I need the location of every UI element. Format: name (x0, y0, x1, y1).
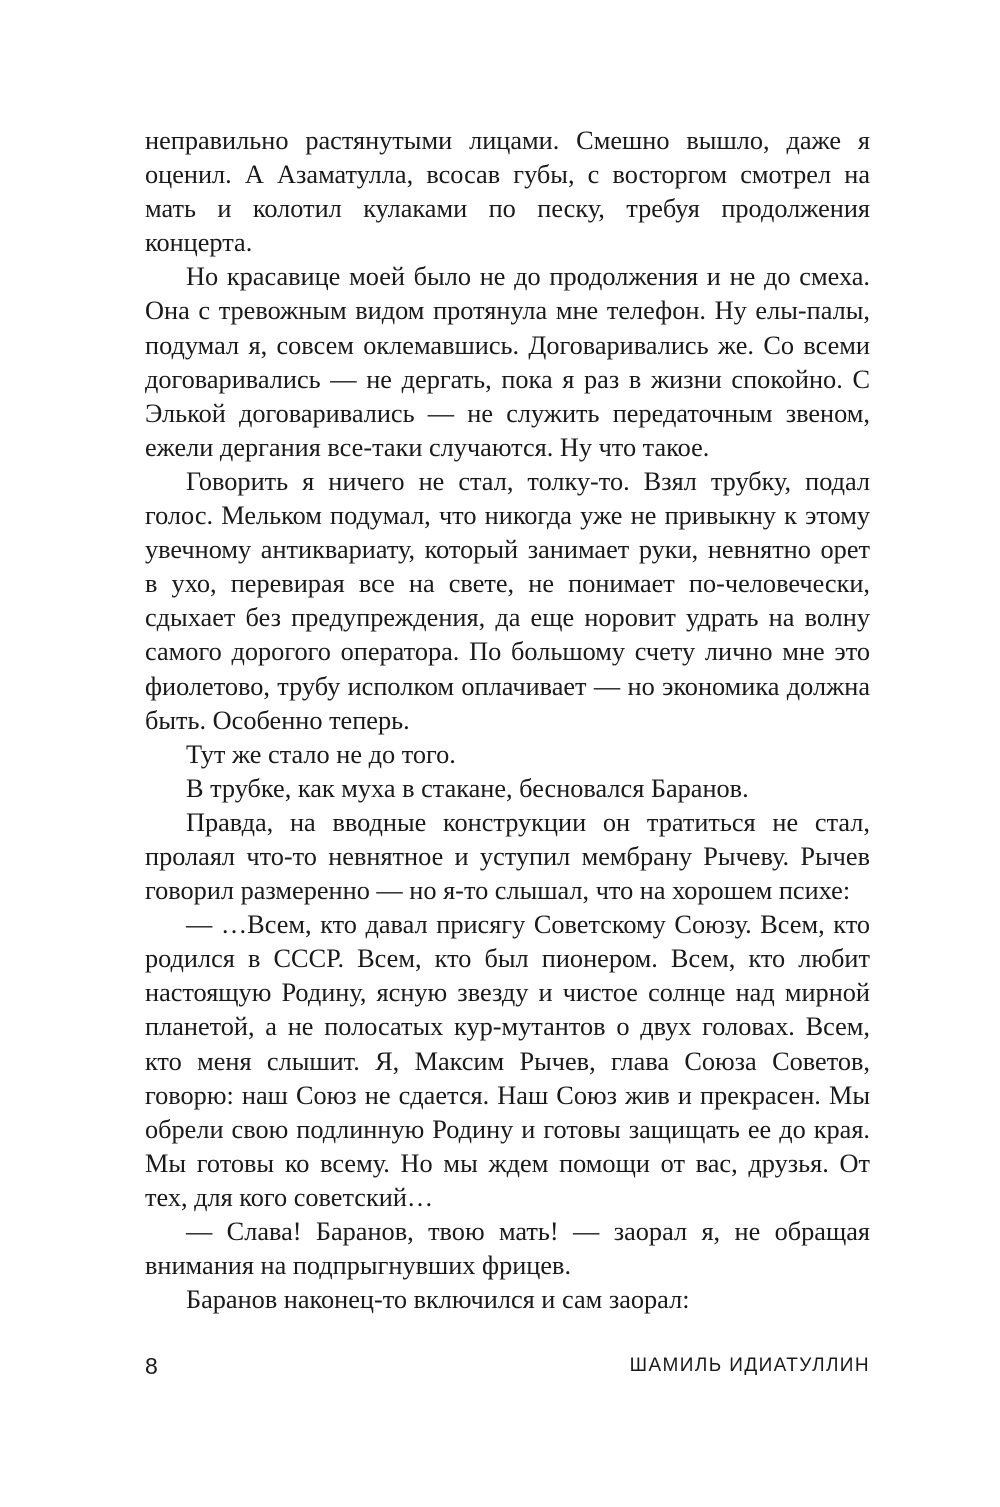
paragraph-8: — Слава! Баранов, твою мать! — заорал я, не обращая внимания на подпрыгнувших фрицев. (145, 1217, 870, 1281)
paragraph-5: В трубке, как муха в стакане, бесновался Баранов. (186, 773, 749, 803)
paragraph-1: неправильно растянутыми лицами. Смешно вышло, даже я оценил. А Азаматулла, всосав губы, с восторгом смотрел на мать и колотил кулаками по песку, требуя продолжения концерта. (145, 126, 870, 258)
body-text (145, 124, 870, 1317)
paragraph-9: Баранов наконец-то включился и сам заорал: (186, 1285, 690, 1315)
paragraph-6: Правда, на вводные конструкции он тратиться не стал, пролаял что-то невнятное и уступил мембрану Рычеву. Рычев говорил размеренно — но я-то слышал, что на хорошем психе: (145, 807, 870, 906)
paragraph-7: — …Всем, кто давал присягу Советскому Союзу. Всем, кто родился в СССР. Всем, кто был пионером. Всем, кто любит настоящую Родину, ясную звезду и чистое солнце над мирной планетой, а не полосатых кур-мутантов о двух головах. Всем, кто меня слышит. Я, Максим Рычев, глава Союза Советов, говорю: наш Союз не сдается. Наш Союз жив и прекрасен. Мы обрели свою подлинную Родину и готовы защищать ее до края. Мы готовы ко всему. Но мы ждем помощи от вас, друзья. От тех, для кого советский… (145, 910, 870, 1212)
page-footer (145, 1353, 870, 1387)
paragraph-4: Тут же стало не до того. (186, 739, 456, 769)
running-author: ШАМИЛЬ ИДИАТУЛЛИН (629, 1355, 870, 1376)
paragraph-2: Но красавице моей было не до продолжения и не до смеха. Она с тревожным видом протянула мне телефон. Ну елы-палы, подумал я, совсем оклемавшись. Договаривались же. Со всеми договаривались — не дергать, пока я раз в жизни спокойно. С Элькой договаривались — не служить передаточным звеном, ежели дергания все-таки случаются. Ну что такое. (145, 262, 870, 462)
page-number: 8 (145, 1353, 158, 1379)
paragraph-3: Говорить я ничего не стал, толку-то. Взял трубку, подал голос. Мельком подумал, что никогда уже не привыкну к этому увечному антиквариату, который занимает руки, невнятно орет в ухо, перевирая все на свете, не понимает по-человечески, сдыхает без предупреждения, да еще норовит удрать на волну самого дорогого оператора. По большому счету лично мне это фиолетово, трубу исполком оплачивает — но экономика должна быть. Особенно теперь. (145, 466, 870, 735)
